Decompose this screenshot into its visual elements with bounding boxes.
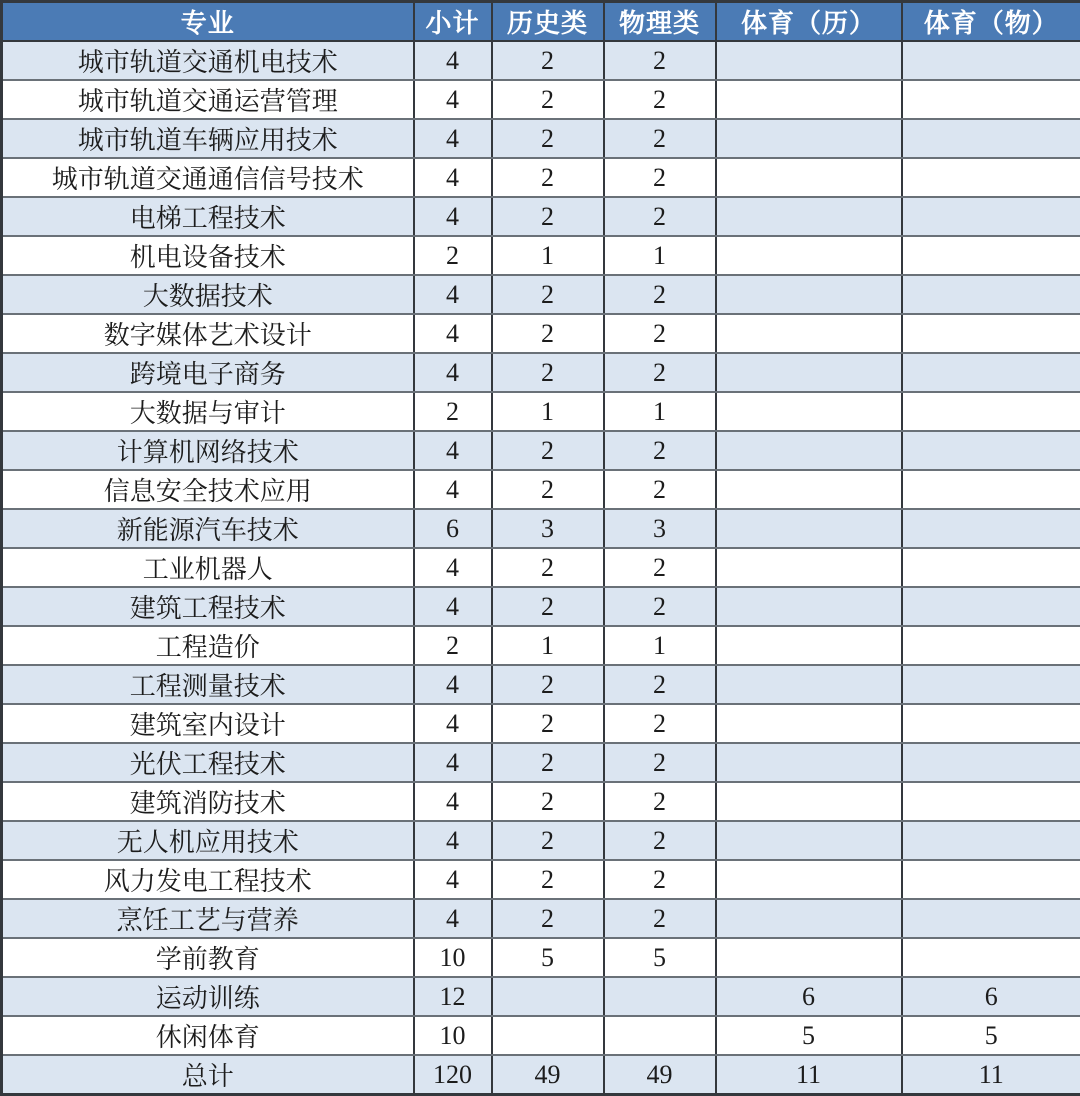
physics-cell: 1 bbox=[604, 236, 716, 275]
history-cell: 2 bbox=[492, 782, 604, 821]
subtotal-cell: 4 bbox=[414, 587, 492, 626]
subtotal-cell: 4 bbox=[414, 548, 492, 587]
pe-physics-cell bbox=[902, 587, 1080, 626]
physics-cell: 2 bbox=[604, 899, 716, 938]
pe-physics-cell: 5 bbox=[902, 1016, 1080, 1055]
pe-physics-cell bbox=[902, 665, 1080, 704]
subtotal-cell: 10 bbox=[414, 1016, 492, 1055]
table-row bbox=[2, 899, 1080, 938]
history-cell: 2 bbox=[492, 899, 604, 938]
physics-cell: 2 bbox=[604, 197, 716, 236]
physics-cell bbox=[604, 1016, 716, 1055]
history-cell: 2 bbox=[492, 80, 604, 119]
subtotal-cell: 2 bbox=[414, 626, 492, 665]
pe-history-cell bbox=[716, 236, 902, 275]
pe-history-cell bbox=[716, 158, 902, 197]
pe-physics-cell bbox=[902, 236, 1080, 275]
pe-physics-cell bbox=[902, 821, 1080, 860]
table-row bbox=[2, 470, 1080, 509]
table-body bbox=[2, 41, 1080, 1095]
pe-history-cell: 5 bbox=[716, 1016, 902, 1055]
subtotal-cell: 10 bbox=[414, 938, 492, 977]
physics-cell: 2 bbox=[604, 314, 716, 353]
physics-cell: 2 bbox=[604, 782, 716, 821]
table-row bbox=[2, 1016, 1080, 1055]
history-cell: 2 bbox=[492, 665, 604, 704]
subtotal-cell: 4 bbox=[414, 80, 492, 119]
major-cell: 建筑室内设计 bbox=[2, 704, 414, 743]
physics-cell: 1 bbox=[604, 626, 716, 665]
major-cell: 烹饪工艺与营养 bbox=[2, 899, 414, 938]
physics-cell: 2 bbox=[604, 119, 716, 158]
major-cell: 电梯工程技术 bbox=[2, 197, 414, 236]
pe-history-cell bbox=[716, 509, 902, 548]
header-row bbox=[2, 2, 1080, 42]
physics-cell: 2 bbox=[604, 470, 716, 509]
pe-physics-cell bbox=[902, 704, 1080, 743]
table-row bbox=[2, 704, 1080, 743]
pe-history-cell bbox=[716, 431, 902, 470]
subtotal-cell: 4 bbox=[414, 860, 492, 899]
physics-cell: 2 bbox=[604, 431, 716, 470]
pe-physics-cell: 6 bbox=[902, 977, 1080, 1016]
major-cell: 跨境电子商务 bbox=[2, 353, 414, 392]
history-cell: 2 bbox=[492, 353, 604, 392]
subtotal-cell: 6 bbox=[414, 509, 492, 548]
pe-history-cell bbox=[716, 665, 902, 704]
physics-cell: 3 bbox=[604, 509, 716, 548]
subtotal-cell: 4 bbox=[414, 41, 492, 80]
pe-physics-cell bbox=[902, 509, 1080, 548]
pe-history-cell bbox=[716, 80, 902, 119]
history-cell: 3 bbox=[492, 509, 604, 548]
major-cell: 学前教育 bbox=[2, 938, 414, 977]
pe-history-cell bbox=[716, 821, 902, 860]
history-cell: 2 bbox=[492, 821, 604, 860]
table-row bbox=[2, 782, 1080, 821]
table-row bbox=[2, 587, 1080, 626]
major-cell: 建筑工程技术 bbox=[2, 587, 414, 626]
column-header-pe-history: 体育（历） bbox=[716, 2, 902, 42]
physics-cell: 1 bbox=[604, 392, 716, 431]
history-cell: 2 bbox=[492, 548, 604, 587]
table-row bbox=[2, 431, 1080, 470]
pe-history-cell: 11 bbox=[716, 1055, 902, 1095]
pe-physics-cell bbox=[902, 782, 1080, 821]
pe-history-cell bbox=[716, 197, 902, 236]
pe-physics-cell bbox=[902, 899, 1080, 938]
pe-physics-cell bbox=[902, 626, 1080, 665]
pe-history-cell bbox=[716, 41, 902, 80]
table-row bbox=[2, 275, 1080, 314]
subtotal-cell: 12 bbox=[414, 977, 492, 1016]
pe-physics-cell bbox=[902, 314, 1080, 353]
pe-physics-cell bbox=[902, 392, 1080, 431]
major-cell: 机电设备技术 bbox=[2, 236, 414, 275]
physics-cell: 2 bbox=[604, 548, 716, 587]
physics-cell: 2 bbox=[604, 860, 716, 899]
pe-physics-cell bbox=[902, 938, 1080, 977]
subtotal-cell: 4 bbox=[414, 782, 492, 821]
history-cell: 2 bbox=[492, 860, 604, 899]
subtotal-cell: 4 bbox=[414, 275, 492, 314]
pe-history-cell bbox=[716, 470, 902, 509]
pe-physics-cell bbox=[902, 431, 1080, 470]
history-cell: 2 bbox=[492, 431, 604, 470]
pe-history-cell bbox=[716, 314, 902, 353]
pe-physics-cell bbox=[902, 743, 1080, 782]
pe-history-cell bbox=[716, 548, 902, 587]
subtotal-cell: 4 bbox=[414, 197, 492, 236]
history-cell: 49 bbox=[492, 1055, 604, 1095]
major-cell: 光伏工程技术 bbox=[2, 743, 414, 782]
history-cell: 2 bbox=[492, 119, 604, 158]
subtotal-cell: 4 bbox=[414, 704, 492, 743]
physics-cell: 2 bbox=[604, 80, 716, 119]
history-cell: 2 bbox=[492, 587, 604, 626]
pe-history-cell bbox=[716, 275, 902, 314]
table-row bbox=[2, 938, 1080, 977]
pe-physics-cell: 11 bbox=[902, 1055, 1080, 1095]
major-cell: 大数据技术 bbox=[2, 275, 414, 314]
column-header-pe-physics: 体育（物） bbox=[902, 2, 1080, 42]
physics-cell: 5 bbox=[604, 938, 716, 977]
history-cell: 1 bbox=[492, 236, 604, 275]
table-row bbox=[2, 743, 1080, 782]
major-cell: 无人机应用技术 bbox=[2, 821, 414, 860]
major-cell: 总计 bbox=[2, 1055, 414, 1095]
table-row bbox=[2, 119, 1080, 158]
major-cell: 运动训练 bbox=[2, 977, 414, 1016]
table-row bbox=[2, 977, 1080, 1016]
pe-history-cell: 6 bbox=[716, 977, 902, 1016]
pe-physics-cell bbox=[902, 860, 1080, 899]
pe-physics-cell bbox=[902, 470, 1080, 509]
table-row bbox=[2, 392, 1080, 431]
table-row bbox=[2, 236, 1080, 275]
physics-cell: 49 bbox=[604, 1055, 716, 1095]
pe-history-cell bbox=[716, 587, 902, 626]
history-cell: 2 bbox=[492, 314, 604, 353]
table-row bbox=[2, 80, 1080, 119]
physics-cell: 2 bbox=[604, 587, 716, 626]
pe-physics-cell bbox=[902, 548, 1080, 587]
pe-physics-cell bbox=[902, 119, 1080, 158]
pe-history-cell bbox=[716, 704, 902, 743]
major-cell: 工业机器人 bbox=[2, 548, 414, 587]
pe-history-cell bbox=[716, 353, 902, 392]
physics-cell: 2 bbox=[604, 41, 716, 80]
history-cell: 2 bbox=[492, 275, 604, 314]
physics-cell: 2 bbox=[604, 704, 716, 743]
pe-history-cell bbox=[716, 743, 902, 782]
physics-cell: 2 bbox=[604, 743, 716, 782]
pe-history-cell bbox=[716, 938, 902, 977]
pe-history-cell bbox=[716, 782, 902, 821]
column-header-major: 专业 bbox=[2, 2, 414, 42]
pe-history-cell bbox=[716, 119, 902, 158]
subtotal-cell: 4 bbox=[414, 899, 492, 938]
table-row bbox=[2, 626, 1080, 665]
major-cell: 建筑消防技术 bbox=[2, 782, 414, 821]
pe-history-cell bbox=[716, 860, 902, 899]
history-cell: 2 bbox=[492, 470, 604, 509]
subtotal-cell: 4 bbox=[414, 821, 492, 860]
column-header-subtotal: 小计 bbox=[414, 2, 492, 42]
subtotal-cell: 4 bbox=[414, 353, 492, 392]
column-header-physics: 物理类 bbox=[604, 2, 716, 42]
pe-physics-cell bbox=[902, 41, 1080, 80]
table-row bbox=[2, 158, 1080, 197]
subtotal-cell: 120 bbox=[414, 1055, 492, 1095]
subtotal-cell: 4 bbox=[414, 665, 492, 704]
table-row bbox=[2, 860, 1080, 899]
physics-cell: 2 bbox=[604, 158, 716, 197]
pe-physics-cell bbox=[902, 353, 1080, 392]
pe-physics-cell bbox=[902, 197, 1080, 236]
history-cell: 1 bbox=[492, 392, 604, 431]
subtotal-cell: 2 bbox=[414, 236, 492, 275]
major-cell: 大数据与审计 bbox=[2, 392, 414, 431]
table-row bbox=[2, 353, 1080, 392]
subtotal-cell: 4 bbox=[414, 470, 492, 509]
history-cell: 2 bbox=[492, 197, 604, 236]
history-cell: 2 bbox=[492, 41, 604, 80]
major-cell: 城市轨道交通通信信号技术 bbox=[2, 158, 414, 197]
table-row bbox=[2, 314, 1080, 353]
major-cell: 工程测量技术 bbox=[2, 665, 414, 704]
subtotal-cell: 4 bbox=[414, 431, 492, 470]
history-cell: 5 bbox=[492, 938, 604, 977]
history-cell: 2 bbox=[492, 704, 604, 743]
major-cell: 休闲体育 bbox=[2, 1016, 414, 1055]
subtotal-cell: 4 bbox=[414, 314, 492, 353]
major-cell: 工程造价 bbox=[2, 626, 414, 665]
major-cell: 风力发电工程技术 bbox=[2, 860, 414, 899]
subtotal-cell: 4 bbox=[414, 119, 492, 158]
table-row bbox=[2, 821, 1080, 860]
table-row bbox=[2, 665, 1080, 704]
physics-cell: 2 bbox=[604, 353, 716, 392]
table-row bbox=[2, 197, 1080, 236]
pe-history-cell bbox=[716, 392, 902, 431]
history-cell: 2 bbox=[492, 743, 604, 782]
major-cell: 城市轨道车辆应用技术 bbox=[2, 119, 414, 158]
history-cell bbox=[492, 977, 604, 1016]
history-cell: 2 bbox=[492, 158, 604, 197]
column-header-history: 历史类 bbox=[492, 2, 604, 42]
history-cell bbox=[492, 1016, 604, 1055]
pe-history-cell bbox=[716, 626, 902, 665]
pe-history-cell bbox=[716, 899, 902, 938]
major-cell: 新能源汽车技术 bbox=[2, 509, 414, 548]
physics-cell: 2 bbox=[604, 821, 716, 860]
subtotal-cell: 4 bbox=[414, 158, 492, 197]
table-row bbox=[2, 548, 1080, 587]
subtotal-cell: 4 bbox=[414, 743, 492, 782]
major-cell: 城市轨道交通运营管理 bbox=[2, 80, 414, 119]
physics-cell: 2 bbox=[604, 275, 716, 314]
major-cell: 城市轨道交通机电技术 bbox=[2, 41, 414, 80]
table-row bbox=[2, 41, 1080, 80]
physics-cell: 2 bbox=[604, 665, 716, 704]
table-row bbox=[2, 509, 1080, 548]
table-row bbox=[2, 1055, 1080, 1095]
physics-cell bbox=[604, 977, 716, 1016]
major-cell: 数字媒体艺术设计 bbox=[2, 314, 414, 353]
pe-physics-cell bbox=[902, 80, 1080, 119]
major-cell: 计算机网络技术 bbox=[2, 431, 414, 470]
major-cell: 信息安全技术应用 bbox=[2, 470, 414, 509]
history-cell: 1 bbox=[492, 626, 604, 665]
subtotal-cell: 2 bbox=[414, 392, 492, 431]
pe-physics-cell bbox=[902, 275, 1080, 314]
pe-physics-cell bbox=[902, 158, 1080, 197]
